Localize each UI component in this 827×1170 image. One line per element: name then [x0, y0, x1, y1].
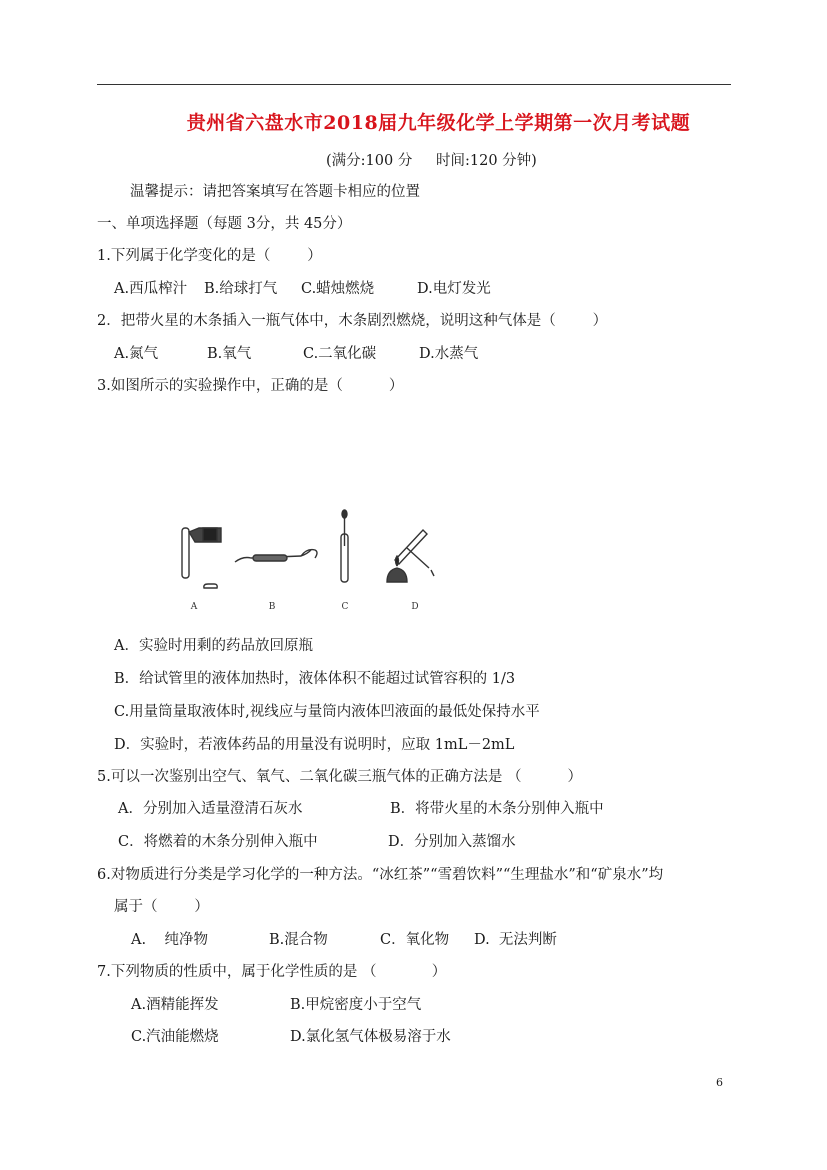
document-title: 贵州省六盘水市2018届九年级化学上学期第一次月考试题 — [186, 112, 691, 134]
option: C．将燃着的木条分别伸入瓶中 — [118, 834, 318, 850]
option: D.电灯发光 — [417, 281, 491, 297]
figure-d-burner-illustration — [387, 530, 434, 582]
option: B.混合物 — [269, 932, 328, 948]
figure-label-c: C — [341, 602, 349, 612]
figure-a-pouring-illustration — [182, 528, 221, 588]
option: D.氯化氢气体极易溶于水 — [290, 1029, 451, 1045]
option: A．分别加入适量澄清石灰水 — [118, 801, 303, 817]
question-stem: 3.如图所示的实验操作中，正确的是（ ） — [97, 378, 404, 394]
option: A．实验时用剩的药品放回原瓶 — [114, 638, 313, 654]
option: C.汽油能燃烧 — [131, 1029, 219, 1045]
question-stem: 7.下列物质的性质中，属于化学性质的是 （ ） — [97, 964, 447, 980]
option: D.水蒸气 — [419, 346, 479, 362]
page-number: 6 — [716, 1076, 723, 1089]
figure-label-d: D — [411, 602, 419, 612]
score-info: (满分:100 分 — [326, 153, 413, 169]
option: C．氧化物 — [380, 932, 450, 948]
option: D．分别加入蒸馏水 — [388, 834, 516, 850]
figure-label-a: A — [190, 602, 198, 612]
question-stem-continuation: 属于（ ） — [114, 899, 209, 915]
option: C.蜡烛燃烧 — [301, 281, 375, 297]
option: D. 无法判断 — [474, 932, 557, 948]
figure-c-dropper-illustration — [341, 510, 348, 582]
option: B.氧气 — [207, 346, 252, 362]
option: A.西瓜榨汁 — [114, 281, 188, 297]
header-rule — [97, 84, 731, 85]
figure-label-b: B — [268, 602, 276, 612]
time-info: 时间:120 分钟) — [436, 153, 537, 169]
tip-text: 温馨提示：请把答案填写在答题卡相应的位置 — [130, 184, 420, 200]
section-heading: 一、单项选择题（每题 3分，共 45分） — [97, 216, 352, 232]
option: B．将带火星的木条分别伸入瓶中 — [390, 801, 604, 817]
option: A.酒精能挥发 — [131, 997, 219, 1013]
option: B．给试管里的液体加热时，液体体积不能超过试管容积的 1/3 — [114, 671, 516, 687]
question-stem: 1.下列属于化学变化的是（ ） — [97, 248, 322, 264]
option: B.甲烷密度小于空气 — [290, 997, 422, 1013]
option: B.给球打气 — [204, 281, 278, 297]
question-stem: 6.对物质进行分类是学习化学的一种方法。“冰红茶”“雪碧饮料”“生理盐水”和“矿泉水”均 — [97, 867, 664, 883]
option: D．实验时，若液体药品的用量没有说明时，应取 1mL－2mL — [114, 737, 515, 753]
option: C.用量筒量取液体时,视线应与量筒内液体凹液面的最低处保持水平 — [114, 704, 540, 720]
option: C.二氧化碳 — [303, 346, 377, 362]
figure-b-heating-illustration — [235, 550, 317, 562]
lab-operations-figure — [105, 500, 475, 618]
option: A. 纯净物 — [131, 932, 209, 948]
question-stem: 2．把带火星的木条插入一瓶气体中，木条剧烈燃烧，说明这种气体是（ ） — [97, 313, 608, 329]
option: A.氮气 — [114, 346, 159, 362]
question-stem: 5.可以一次鉴别出空气、氧气、二氧化碳三瓶气体的正确方法是 （ ） — [97, 769, 583, 785]
